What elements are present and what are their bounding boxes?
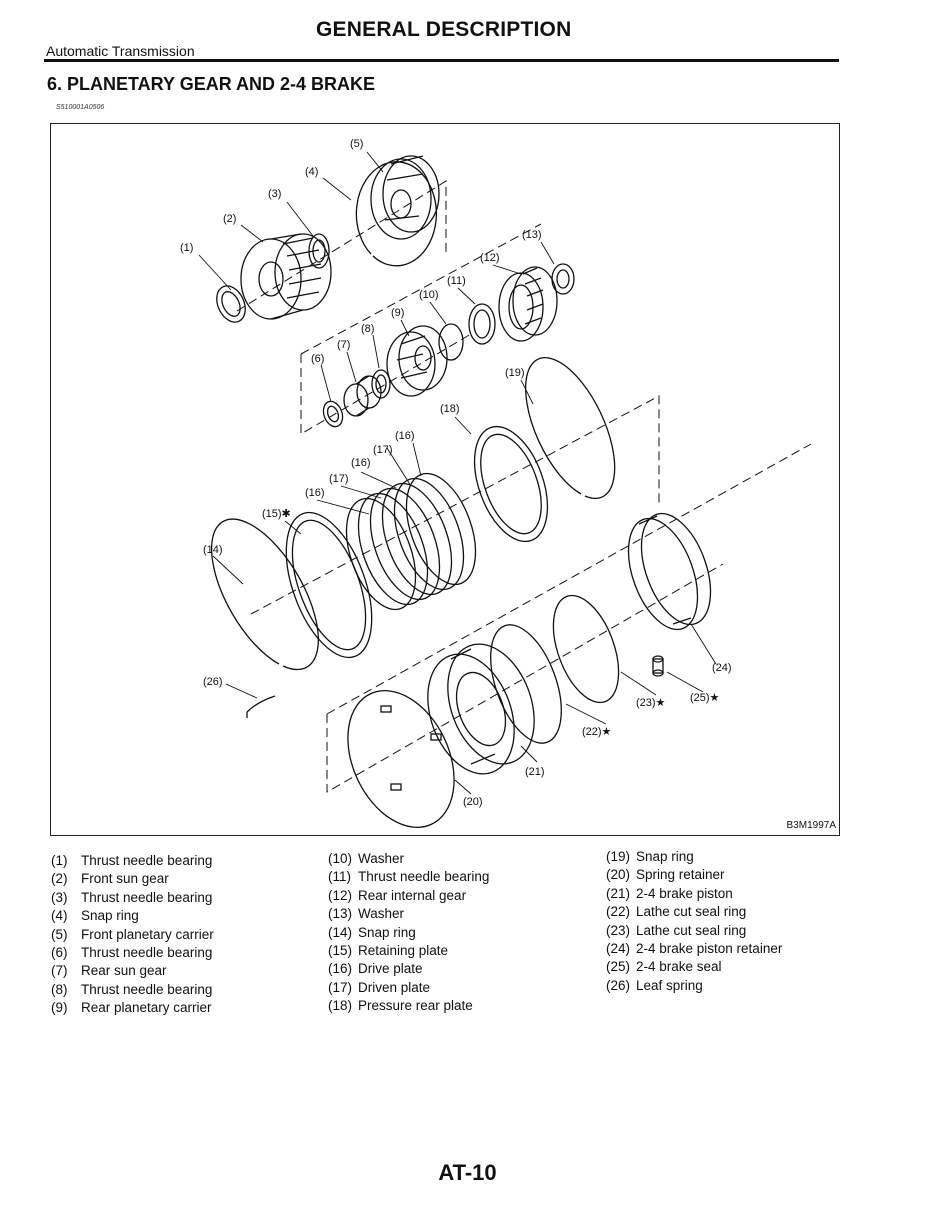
- legend-item: [328, 979, 489, 997]
- legend-item: [328, 905, 489, 923]
- legend-item-number: (22): [606, 904, 631, 920]
- callout-12: (12): [480, 252, 500, 264]
- part-6-thrust-bearing: [320, 399, 346, 430]
- legend-item-label: Rear internal gear: [358, 887, 467, 903]
- legend-item: [606, 848, 782, 866]
- legend-item-label: Washer: [358, 906, 405, 922]
- legend-item: [51, 944, 214, 962]
- legend-item: [328, 924, 489, 942]
- callout-16-middle: (16): [351, 457, 371, 469]
- part-12-rear-internal-gear: [499, 267, 557, 341]
- part-21-brake-piston: [412, 632, 550, 786]
- callout-22: (22)★: [582, 726, 612, 738]
- legend-item-label: Pressure rear plate: [358, 998, 473, 1014]
- legend-item-label: Snap ring: [358, 924, 416, 940]
- callout-18: (18): [440, 403, 460, 415]
- callout-21: (21): [525, 766, 545, 778]
- figure-id: B3M1997A: [786, 820, 836, 831]
- legend-item-label: Front sun gear: [81, 871, 169, 887]
- legend-item-number: (18): [328, 998, 353, 1014]
- callout-15: (15)✱: [262, 508, 291, 520]
- legend-item: [51, 962, 214, 980]
- legend-item-number: (19): [606, 849, 631, 864]
- legend-item: [606, 922, 782, 940]
- part-11-thrust-bearing: [469, 304, 495, 344]
- legend-item: [328, 942, 489, 960]
- header-section-name: Automatic Transmission: [46, 43, 195, 59]
- legend-item: [51, 926, 214, 944]
- legend-item: [51, 999, 214, 1017]
- legend-item-label: Snap ring: [636, 849, 694, 864]
- legend-item: [51, 852, 214, 870]
- legend-item-number: (11): [328, 869, 352, 885]
- part-13-washer: [552, 264, 574, 294]
- part-5-front-planetary-carrier: [371, 156, 439, 239]
- legend-item-number: (3): [51, 889, 68, 905]
- part-1-thrust-bearing: [211, 281, 251, 326]
- callout-4: (4): [305, 166, 319, 178]
- legend-item-number: (4): [51, 908, 68, 924]
- callout-23: (23)★: [636, 697, 666, 709]
- legend-item-label: Thrust needle bearing: [81, 981, 213, 997]
- exploded-view-figure: [50, 123, 840, 836]
- callout-13: (13): [522, 229, 542, 241]
- legend-item-number: (25): [606, 959, 631, 975]
- legend-column-2: [328, 850, 489, 1016]
- section-title: 6. PLANETARY GEAR AND 2-4 BRAKE: [47, 74, 376, 94]
- legend-item: [606, 958, 782, 976]
- legend-item-label: Thrust needle bearing: [81, 853, 213, 868]
- legend-item-label: Thrust needle bearing: [358, 869, 490, 885]
- callout-2: (2): [223, 213, 237, 225]
- legend-item-number: (5): [51, 926, 68, 942]
- legend-item-label: Drive plate: [358, 961, 423, 977]
- part-24-brake-piston-retainer: [615, 504, 724, 639]
- callout-1: (1): [180, 242, 194, 254]
- parts-16-17-drive-driven-plates: [333, 464, 489, 619]
- callout-17-upper: (17): [373, 444, 393, 456]
- legend-item-label: Spring retainer: [636, 867, 725, 883]
- legend-item-number: (13): [328, 906, 353, 922]
- callout-5: (5): [350, 138, 364, 150]
- legend-item: [328, 868, 489, 886]
- legend-item-number: (7): [51, 963, 68, 979]
- legend-item-number: (6): [51, 944, 68, 960]
- callout-19: (19): [505, 367, 525, 379]
- legend-item-label: Retaining plate: [358, 942, 449, 958]
- callout-17-lower: (17): [329, 473, 349, 485]
- callout-14: (14): [203, 544, 223, 556]
- callout-6: (6): [311, 353, 325, 365]
- part-4-snap-ring: [356, 162, 436, 266]
- legend-item: [51, 889, 214, 907]
- legend-item-number: (2): [51, 871, 68, 887]
- legend-item: [51, 907, 214, 925]
- part-14-snap-ring: [212, 519, 319, 669]
- part-2-front-sun-gear: [241, 234, 331, 319]
- legend-item-label: Thrust needle bearing: [81, 944, 213, 960]
- exploded-diagram: [51, 124, 839, 835]
- legend-item-number: (26): [606, 977, 631, 993]
- legend-item-label: Thrust needle bearing: [81, 889, 213, 905]
- part-19-snap-ring: [526, 358, 615, 499]
- callout-11: (11): [447, 275, 466, 287]
- callout-25: (25)★: [690, 692, 720, 704]
- legend-item-label: 2-4 brake piston retainer: [636, 940, 783, 956]
- legend-item: [51, 870, 214, 888]
- legend-item: [328, 960, 489, 978]
- legend-item-label: Front planetary carrier: [81, 926, 214, 942]
- part-10-washer: [439, 324, 463, 360]
- callout-16-upper: (16): [395, 430, 415, 442]
- part-20-spring-retainer: [327, 673, 475, 835]
- legend-item-number: (23): [606, 922, 631, 938]
- callout-26: (26): [203, 676, 223, 688]
- legend-item: [606, 940, 782, 958]
- callout-20: (20): [463, 796, 483, 808]
- legend-item: [328, 887, 489, 905]
- legend-item: [606, 885, 782, 903]
- legend-item: [51, 981, 214, 999]
- legend-item-number: (12): [328, 887, 353, 903]
- part-25-brake-seal: [653, 656, 663, 676]
- part-23-lathe-seal-ring: [541, 587, 632, 711]
- callout-16-lower: (16): [305, 487, 325, 499]
- legend-item-label: Rear sun gear: [81, 963, 167, 979]
- legend-item-number: (1): [51, 853, 68, 868]
- callout-8: (8): [361, 323, 375, 335]
- legend-column-1: [51, 852, 214, 1018]
- legend-item-label: Snap ring: [81, 908, 139, 924]
- legend-item-label: Lathe cut seal ring: [636, 922, 747, 938]
- legend-item-number: (8): [51, 981, 68, 997]
- legend-item-number: (24): [606, 940, 631, 956]
- legend-item-number: (9): [51, 1000, 68, 1016]
- legend-item-label: Driven plate: [358, 979, 431, 995]
- legend-item-label: 2-4 brake seal: [636, 959, 722, 975]
- legend-item-number: (16): [328, 961, 353, 977]
- legend-item-label: Washer: [358, 851, 405, 866]
- legend-item-number: (17): [328, 979, 353, 995]
- legend-item-label: Rear planetary carrier: [81, 1000, 212, 1016]
- legend-item-number: (20): [606, 867, 631, 883]
- legend-item-label: 2-4 brake piston: [636, 885, 733, 901]
- callout-7: (7): [337, 339, 351, 351]
- document-code: S510001A0506: [56, 104, 105, 111]
- legend-column-3: [606, 848, 782, 995]
- part-18-pressure-rear-plate: [460, 417, 561, 552]
- page-header-title: GENERAL DESCRIPTION: [316, 18, 572, 41]
- legend-item: [606, 866, 782, 884]
- legend-item-label: Lathe cut seal ring: [636, 904, 747, 920]
- page-number: AT-10: [438, 1160, 497, 1185]
- callout-10: (10): [419, 289, 439, 301]
- legend-item-label: Leaf spring: [636, 977, 703, 993]
- legend-item: [328, 997, 489, 1015]
- legend-item-number: (15): [328, 942, 353, 958]
- part-26-leaf-spring: [247, 696, 275, 718]
- part-9-rear-planetary-carrier: [387, 326, 447, 396]
- legend-item: [328, 850, 489, 868]
- legend-item-number: (21): [606, 885, 631, 901]
- callout-24: (24): [712, 662, 732, 674]
- callout-9: (9): [391, 307, 405, 319]
- callout-3: (3): [268, 188, 282, 200]
- header-rule: [44, 59, 839, 62]
- legend-item: [606, 977, 782, 995]
- legend-item-number: (14): [328, 924, 353, 940]
- legend-item: [606, 903, 782, 921]
- legend-item-number: (10): [328, 851, 353, 866]
